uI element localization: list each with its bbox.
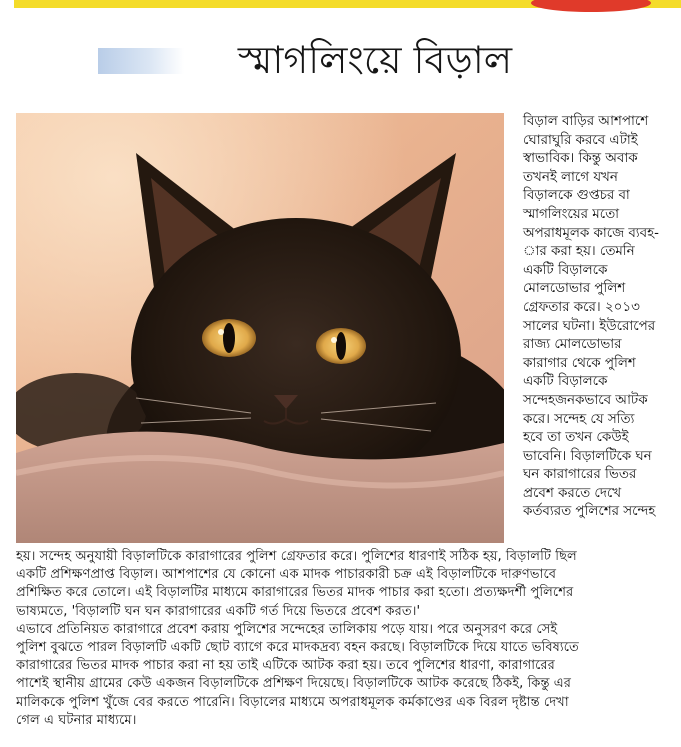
full-width-text [16, 548, 680, 747]
body-line: প্রশিক্ষিত করে তোলে। এই বিড়ালটির মাধ্যমে কারাগারের ভিতর মাদক পাচার করা হতো। প্রত্যক্ষদর্শী পুলিশের [16, 585, 574, 601]
side-line: ার করা হয়। তেমনি [523, 244, 635, 260]
side-line: একটি বিড়ালকে [523, 374, 608, 390]
side-line: গ্রেফতার করে। ২০১৩ [523, 299, 640, 315]
side-line: করে। সন্দেহ যে সত্যি [523, 411, 635, 427]
headline-accent-bar [98, 48, 184, 74]
side-line: বিড়ালকে গুপ্তচর বা [523, 188, 630, 204]
side-line: ভাবেনি। বিড়ালটিকে ঘন [523, 448, 652, 464]
headline: স্মাগলিংয়ে বিড়াল [237, 38, 513, 82]
body-line: পাশেই স্থানীয় গ্রামের কেউ একজন বিড়ালটিকে প্রশিক্ষণ দিয়েছে। বিড়ালটিকে আটক করেছে ঠিকই, কিন্তু এর [16, 676, 572, 692]
side-line: হবে তা তখন কেউই [523, 430, 629, 446]
body-line: গেল এ ঘটনার মাধ্যমে। [16, 712, 137, 728]
side-line: স্বাভাবিক। কিন্তু অবাক [523, 151, 638, 167]
side-line: একটি বিড়ালকে [523, 262, 608, 278]
black-kitten-photo [16, 113, 504, 543]
side-line: রাজ্য মোলডোভার [523, 337, 622, 353]
side-line: কারাগার থেকে পুলিশ [523, 355, 636, 371]
body-line: ভাষ্যমতে, 'বিড়ালটি ঘন ঘন কারাগারের একটি গর্ত দিয়ে ভিতরে প্রবেশ করত।' [16, 603, 421, 619]
body-line: পুলিশ বুঝতে পারল বিড়ালটি একটি ছোট ব্যাগে করে মাদকদ্রব্য বহন করছে। বিড়ালটিকে দিয়ে যাতে ভবিষ্যতে [16, 640, 579, 656]
side-line: বিড়াল বাড়ির আশপাশে [523, 114, 649, 129]
side-line: স্মাগলিংয়ের মতো [523, 206, 620, 222]
top-color-band [14, 0, 681, 8]
side-line: ঘন কারাগারের ভিতর [523, 467, 637, 483]
side-line: মোলডোভার পুলিশ [523, 281, 626, 297]
side-line: তখনই লাগে যখন [523, 169, 618, 185]
body-line: এভাবে প্রতিনিয়ত কারাগারে প্রবেশ করায় পুলিশের সন্দেহের তালিকায় পড়ে যায়। পরে অনুসরণ করে সেই [16, 621, 558, 637]
body-line: কারাগারের ভিতর মাদক পাচার করা না হয় তাই এটিকে আটক করা হয়। তবে পুলিশের ধারণা, কারাগারের [16, 658, 555, 674]
side-line: ঘোরাঘুরি করবে এটাই [523, 132, 638, 148]
side-line: কর্তব্যরত পুলিশের সন্দেহ [523, 504, 656, 520]
body-line: একটি প্রশিক্ষণপ্রাপ্ত বিড়াল। আশপাশের যে কোনো এক মাদক পাচারকারী চক্র এই বিড়ালটিকে দারুণভাবে [16, 567, 557, 583]
side-line: সালের ঘটনা। ইউরোপের [523, 318, 656, 334]
side-line: অপরাধমূলক কাজে ব্যবহ- [523, 225, 660, 241]
side-line: প্রবেশ করতে দেখে [523, 485, 622, 501]
body-line: মালিককে পুলিশ খুঁজে বের করতে পারেনি। বিড়ালের মাধ্যমে অপরাধমূলক কর্মকাণ্ডের এক বিরল দৃষ্টান্ত দেখা [16, 694, 569, 710]
top-red-accent [531, 0, 651, 12]
side-column-text [523, 113, 681, 553]
body-line: হয়। সন্দেহ অনুযায়ী বিড়ালটিকে কারাগারের পুলিশ গ্রেফতার করে। পুলিশের ধারণাই সঠিক হয়, বিড়ালটি ছিল [16, 549, 577, 564]
side-line: সন্দেহজনকভাবে আটক [523, 392, 648, 408]
